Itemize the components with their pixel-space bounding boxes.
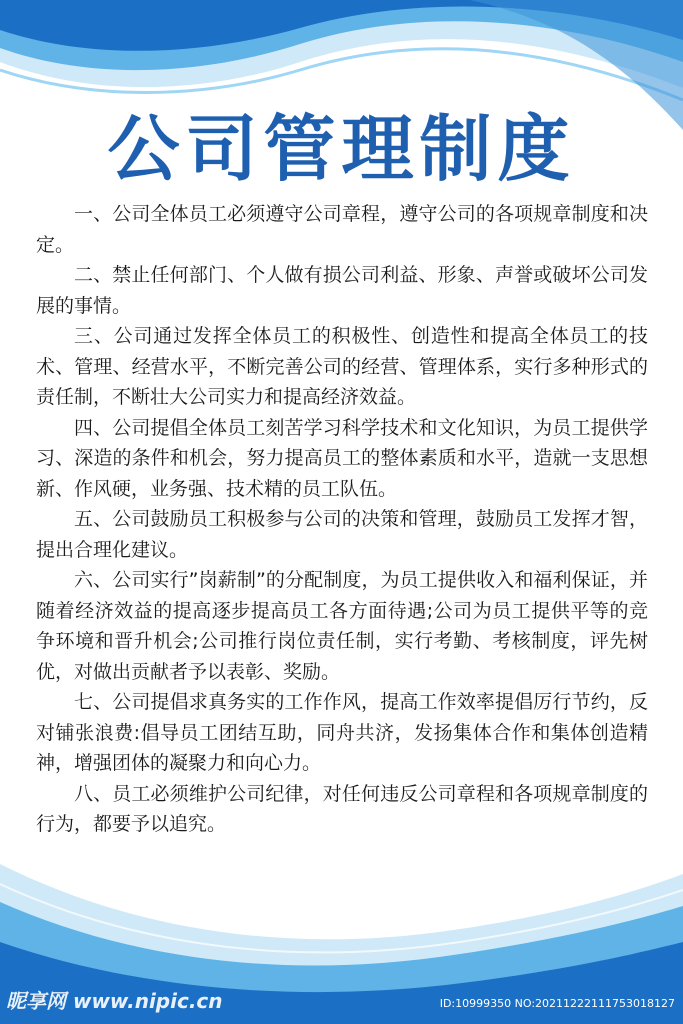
regulation-item-4: 四、公司提倡全体员工刻苦学习科学技术和文化知识，为员工提供学习、深造的条件和机会，努力提高员工的整体素质和水平，造就一支思想新、作风硬，业务强、技术精的员工队伍。 xyxy=(36,416,648,500)
regulation-item-6: 六、公司实行”岗薪制”的分配制度，为员工提供收入和福利保证，并随着经济效益的提高逐步提高员工各方面待遇;公司为员工提供平等的竞争环境和晋升机会;公司推行岗位责任制，实行考勤、考核制度，评先树优，对做出贡献者予以表彰、奖励。 xyxy=(36,569,648,683)
watermark-id: ID:10999350 NO:20211222111753018127 xyxy=(439,997,675,1010)
poster-title: 公司管理制度 xyxy=(107,107,576,191)
watermark-logo: 昵享网 www.nipic.cn xyxy=(6,989,223,1013)
regulation-item-1: 一、公司全体员工必须遵守公司章程，遵守公司的各项规章制度和决定。 xyxy=(36,203,648,256)
regulation-item-8: 八、员工必须维护公司纪律，对任何违反公司章程和各项规章制度的行为，都要予以追究。 xyxy=(36,782,648,835)
regulation-item-7: 七、公司提倡求真务实的工作作风，提高工作效率提倡厉行节约，反对铺张浪费:倡导员工团结互助，同舟共济，发扬集体合作和集体创造精神，增强团体的凝聚力和向心力。 xyxy=(36,691,648,774)
regulation-item-2: 二、禁止任何部门、个人做有损公司利益、形象、声誉或破坏公司发展的事情。 xyxy=(36,264,648,317)
regulation-item-5: 五、公司鼓励员工积极参与公司的决策和管理，鼓励员工发挥才智，提出合理化建议。 xyxy=(36,508,648,561)
regulations-body xyxy=(36,199,648,840)
regulation-item-3: 三、公司通过发挥全体员工的积极性、创造性和提高全体员工的技术、管理、经营水平，不断完善公司的经营、管理体系，实行多种形式的责任制，不断壮大公司实力和提高经济效益。 xyxy=(36,325,648,408)
